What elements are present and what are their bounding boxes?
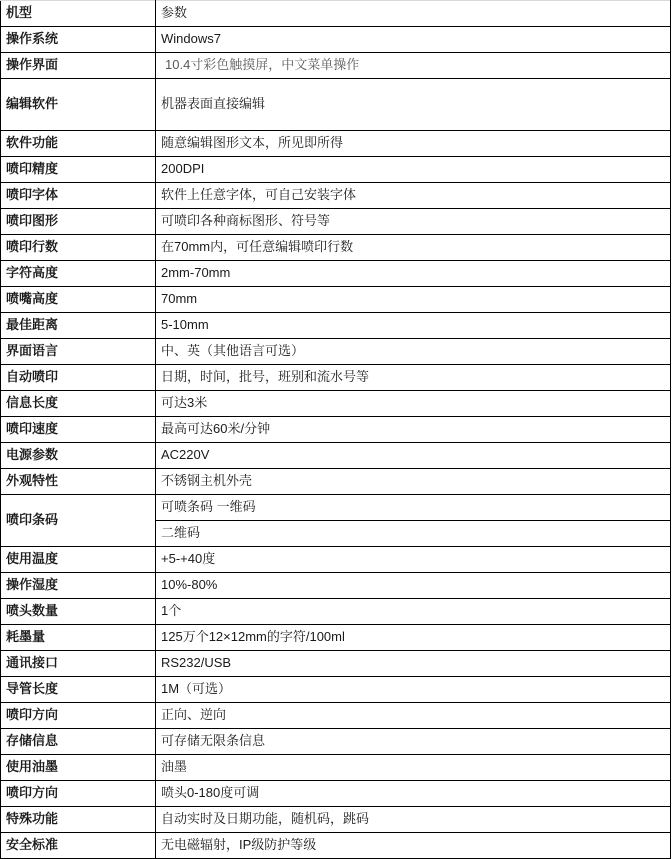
row-label: 编辑软件 xyxy=(1,79,156,131)
row-value: 5-10mm xyxy=(156,313,671,339)
row-label: 操作界面 xyxy=(1,53,156,79)
row-value: 可喷条码 一维码 xyxy=(156,495,671,521)
row-value: 200DPI xyxy=(156,157,671,183)
table-row-edit-software xyxy=(1,79,671,131)
row-value: 可达3米 xyxy=(156,391,671,417)
table-row-use-temperature xyxy=(1,547,671,573)
row-value: Windows7 xyxy=(156,27,671,53)
table-row-print-font xyxy=(1,183,671,209)
row-value: 机器表面直接编辑 xyxy=(156,79,671,131)
table-row-os xyxy=(1,27,671,53)
row-label: 电源参数 xyxy=(1,443,156,469)
table-row-safety-standard xyxy=(1,833,671,859)
row-label: 喷嘴高度 xyxy=(1,287,156,313)
row-value: 中、英（其他语言可选） xyxy=(156,339,671,365)
row-value: RS232/USB xyxy=(156,651,671,677)
table-row-print-lines xyxy=(1,235,671,261)
row-label: 喷印图形 xyxy=(1,209,156,235)
row-label: 使用温度 xyxy=(1,547,156,573)
row-label: 喷头数量 xyxy=(1,599,156,625)
table-row-power xyxy=(1,443,671,469)
row-value: 70mm xyxy=(156,287,671,313)
row-label: 喷印字体 xyxy=(1,183,156,209)
table-row-ui-language xyxy=(1,339,671,365)
row-label: 信息长度 xyxy=(1,391,156,417)
row-value: 自动实时及日期功能，随机码，跳码 xyxy=(156,807,671,833)
header-value-cell: 参数 xyxy=(156,1,671,27)
row-value: 喷头0-180度可调 xyxy=(156,781,671,807)
row-label: 导管长度 xyxy=(1,677,156,703)
row-label: 界面语言 xyxy=(1,339,156,365)
table-row-storage xyxy=(1,729,671,755)
row-value: 125万个12×12mm的字符/100ml xyxy=(156,625,671,651)
row-value: 日期，时间，批号，班别和流水号等 xyxy=(156,365,671,391)
row-label: 喷印方向 xyxy=(1,703,156,729)
table-row-print-speed xyxy=(1,417,671,443)
row-value: 可存储无限条信息 xyxy=(156,729,671,755)
header-row xyxy=(1,1,671,27)
table-row-message-length xyxy=(1,391,671,417)
row-value: 2mm-70mm xyxy=(156,261,671,287)
table-row-auto-print xyxy=(1,365,671,391)
row-label: 喷印方向 xyxy=(1,781,156,807)
row-label: 存储信息 xyxy=(1,729,156,755)
row-value: 在70mm内，可任意编辑喷印行数 xyxy=(156,235,671,261)
row-value: 可喷印各种商标图形、符号等 xyxy=(156,209,671,235)
table-row-special-functions xyxy=(1,807,671,833)
row-label: 喷印行数 xyxy=(1,235,156,261)
table-row-comm-port xyxy=(1,651,671,677)
table-row-appearance xyxy=(1,469,671,495)
table-row-char-height xyxy=(1,261,671,287)
row-label: 喷印条码 xyxy=(1,495,156,547)
row-label: 特殊功能 xyxy=(1,807,156,833)
row-label: 操作湿度 xyxy=(1,573,156,599)
row-value: AC220V xyxy=(156,443,671,469)
table-row-nozzle-height xyxy=(1,287,671,313)
row-value: 软件上任意字体，可自己安装字体 xyxy=(156,183,671,209)
table-row-ink-consumption xyxy=(1,625,671,651)
table-row-tube-length xyxy=(1,677,671,703)
row-value: 不锈钢主机外壳 xyxy=(156,469,671,495)
row-label: 自动喷印 xyxy=(1,365,156,391)
row-label: 喷印精度 xyxy=(1,157,156,183)
table-row-print-precision xyxy=(1,157,671,183)
row-label: 耗墨量 xyxy=(1,625,156,651)
row-value: 10.4寸彩色触摸屏，中文菜单操作 xyxy=(156,53,671,79)
row-label: 外观特性 xyxy=(1,469,156,495)
row-value: 油墨 xyxy=(156,755,671,781)
table-row-head-angle xyxy=(1,781,671,807)
table-row-barcode-1 xyxy=(1,495,671,521)
row-value: 正向、逆向 xyxy=(156,703,671,729)
table-row-humidity xyxy=(1,573,671,599)
row-value: 1个 xyxy=(156,599,671,625)
table-row-ink-type xyxy=(1,755,671,781)
table-row-interface xyxy=(1,53,671,79)
row-label: 使用油墨 xyxy=(1,755,156,781)
row-value: 二维码 xyxy=(156,521,671,547)
header-label-cell: 机型 xyxy=(1,1,156,27)
spec-table-body xyxy=(1,1,671,859)
table-row-print-graphics xyxy=(1,209,671,235)
row-value: +5-+40度 xyxy=(156,547,671,573)
row-label: 软件功能 xyxy=(1,131,156,157)
row-value: 随意编辑图形文本，所见即所得 xyxy=(156,131,671,157)
row-label: 安全标准 xyxy=(1,833,156,859)
row-label: 最佳距离 xyxy=(1,313,156,339)
row-label: 操作系统 xyxy=(1,27,156,53)
table-row-software-function xyxy=(1,131,671,157)
row-value: 最高可达60米/分钟 xyxy=(156,417,671,443)
table-row-print-direction xyxy=(1,703,671,729)
row-label: 字符高度 xyxy=(1,261,156,287)
table-row-best-distance xyxy=(1,313,671,339)
row-value: 无电磁辐射，IP级防护等级 xyxy=(156,833,671,859)
table-row-nozzle-count xyxy=(1,599,671,625)
row-label: 通讯接口 xyxy=(1,651,156,677)
row-label: 喷印速度 xyxy=(1,417,156,443)
row-value: 10%-80% xyxy=(156,573,671,599)
row-value: 1M（可选） xyxy=(156,677,671,703)
